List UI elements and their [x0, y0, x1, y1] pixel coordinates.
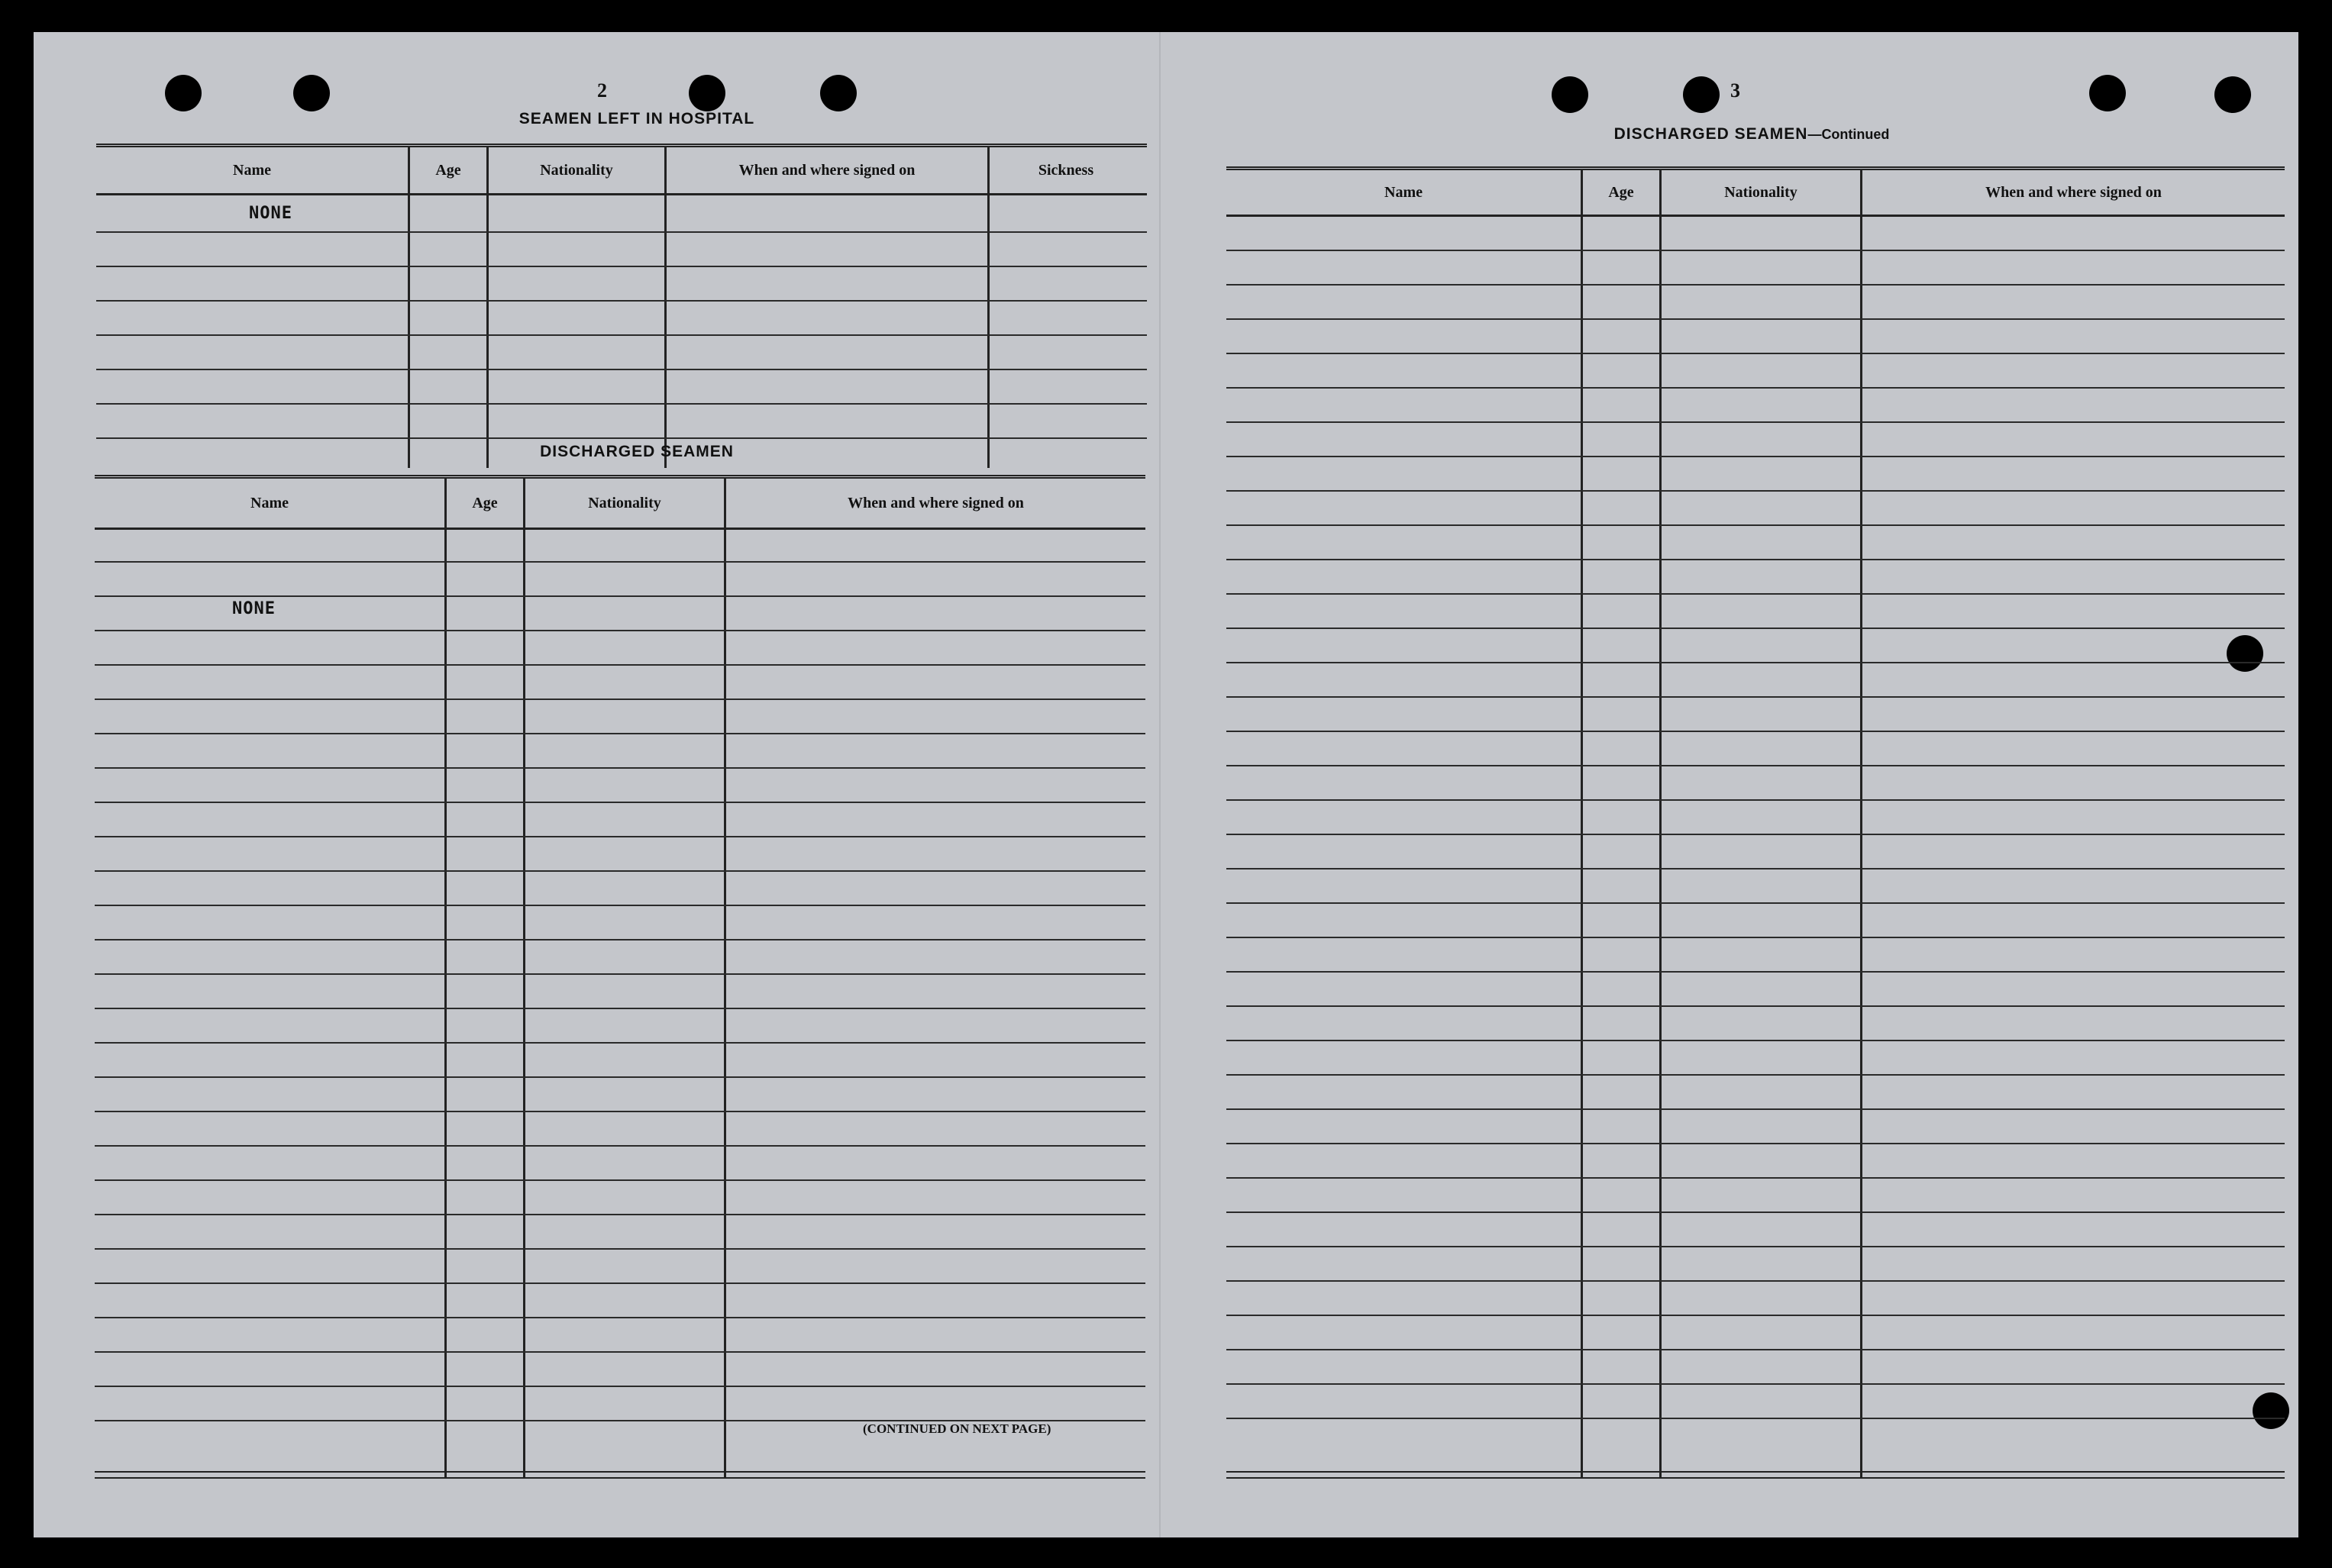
hospital-table — [96, 144, 1147, 468]
column-divider — [486, 147, 489, 468]
row-line — [96, 437, 1147, 439]
row-line — [95, 1248, 1145, 1250]
row-line — [96, 334, 1147, 336]
row-line — [1226, 937, 2285, 938]
continued-footer: (CONTINUED ON NEXT PAGE) — [863, 1421, 1051, 1436]
page-number: 2 — [597, 79, 607, 102]
discharged-continued-table-header — [1226, 170, 2285, 217]
row-line — [95, 1351, 1145, 1353]
discharged-entry: NONE — [232, 599, 276, 618]
column-header-signed-on: When and where signed on — [738, 161, 916, 179]
row-line — [1226, 1418, 2285, 1419]
column-header-nationality: Nationality — [540, 161, 613, 179]
column-header-name: Name — [233, 161, 271, 179]
row-line — [95, 1111, 1145, 1112]
row-line — [1226, 1005, 2285, 1007]
table-bottom-rule — [1226, 1471, 2285, 1479]
discharged-table — [95, 475, 1145, 1479]
row-line — [1226, 799, 2285, 801]
row-line — [1226, 628, 2285, 629]
column-divider — [724, 479, 726, 1479]
row-line — [95, 802, 1145, 803]
row-line — [95, 767, 1145, 769]
row-line — [1226, 1246, 2285, 1247]
column-divider — [408, 147, 410, 468]
column-header-age: Age — [472, 494, 498, 511]
column-header-name: Name — [250, 494, 289, 511]
row-line — [1226, 353, 2285, 354]
row-line — [1226, 765, 2285, 766]
continued-suffix: —Continued — [1807, 127, 1890, 142]
punch-hole — [1552, 76, 1588, 113]
row-line — [96, 403, 1147, 405]
discharged-continued-title — [1500, 125, 2004, 144]
discharged-continued-label: DISCHARGED SEAMEN — [1613, 125, 1808, 143]
row-line — [1226, 593, 2285, 595]
column-header-signed-on: When and where signed on — [848, 494, 1024, 511]
row-line — [1226, 1108, 2285, 1110]
row-line — [95, 1179, 1145, 1181]
row-line — [1226, 284, 2285, 286]
row-line — [1226, 971, 2285, 973]
row-line — [96, 300, 1147, 302]
punch-hole — [2089, 75, 2126, 111]
row-line — [1226, 1040, 2285, 1041]
column-divider — [1581, 170, 1583, 1479]
column-header-age: Age — [435, 161, 461, 179]
column-header-name: Name — [1384, 183, 1423, 201]
column-header-nationality: Nationality — [1724, 183, 1797, 201]
punch-hole — [1683, 76, 1720, 113]
row-line — [1226, 456, 2285, 457]
punch-hole — [820, 75, 857, 111]
hospital-section-title: SEAMEN LEFT IN HOSPITAL — [518, 110, 755, 127]
column-header-nationality: Nationality — [588, 494, 661, 511]
punch-hole — [2214, 76, 2251, 113]
column-divider — [664, 147, 667, 468]
discharged-continued-table — [1226, 166, 2285, 1479]
row-line — [95, 733, 1145, 734]
page-fold — [1159, 32, 1161, 1537]
row-line — [1226, 1315, 2285, 1316]
column-divider — [523, 479, 525, 1479]
row-line — [95, 595, 1145, 597]
column-divider — [1659, 170, 1662, 1479]
row-line — [95, 1076, 1145, 1078]
row-line — [1226, 490, 2285, 492]
row-line — [95, 1386, 1145, 1387]
table-bottom-rule — [95, 1471, 1145, 1479]
row-line — [1226, 1074, 2285, 1076]
column-header-sickness: Sickness — [1038, 161, 1094, 179]
row-line — [1226, 868, 2285, 869]
column-divider — [444, 479, 447, 1479]
row-line — [1226, 1177, 2285, 1179]
row-line — [96, 266, 1147, 267]
row-line — [95, 939, 1145, 940]
punch-hole — [165, 75, 202, 111]
row-line — [95, 561, 1145, 563]
column-divider — [1860, 170, 1862, 1479]
discharged-table-header — [95, 479, 1145, 530]
row-line — [95, 973, 1145, 975]
row-line — [96, 369, 1147, 370]
punch-hole — [293, 75, 330, 111]
row-line — [95, 1214, 1145, 1215]
column-divider — [987, 147, 990, 468]
discharged-section-title: DISCHARGED SEAMEN — [540, 443, 734, 460]
row-line — [1226, 1383, 2285, 1385]
row-line — [1226, 1211, 2285, 1213]
column-header-age: Age — [1608, 183, 1634, 201]
row-line — [95, 699, 1145, 700]
row-line — [96, 231, 1147, 233]
row-line — [1226, 318, 2285, 320]
row-line — [95, 1042, 1145, 1044]
row-line — [95, 870, 1145, 872]
row-line — [1226, 1280, 2285, 1282]
hospital-entry: NONE — [249, 204, 292, 223]
row-line — [1226, 1143, 2285, 1144]
row-line — [1226, 387, 2285, 389]
row-line — [95, 836, 1145, 837]
row-line — [95, 664, 1145, 666]
page-number: 3 — [1730, 79, 1740, 102]
row-line — [1226, 524, 2285, 526]
document-sheet — [34, 32, 2298, 1537]
row-line — [1226, 834, 2285, 835]
row-line — [95, 905, 1145, 906]
row-line — [95, 1317, 1145, 1318]
row-line — [1226, 250, 2285, 251]
row-line — [1226, 696, 2285, 698]
row-line — [1226, 731, 2285, 732]
row-line — [95, 1145, 1145, 1147]
row-line — [1226, 421, 2285, 423]
row-line — [1226, 1349, 2285, 1350]
row-line — [1226, 902, 2285, 904]
row-line — [95, 1008, 1145, 1009]
row-line — [1226, 662, 2285, 663]
row-line — [95, 630, 1145, 631]
column-header-signed-on: When and where signed on — [1985, 183, 2162, 201]
row-line — [95, 1282, 1145, 1284]
row-line — [1226, 559, 2285, 560]
punch-hole — [689, 75, 725, 111]
